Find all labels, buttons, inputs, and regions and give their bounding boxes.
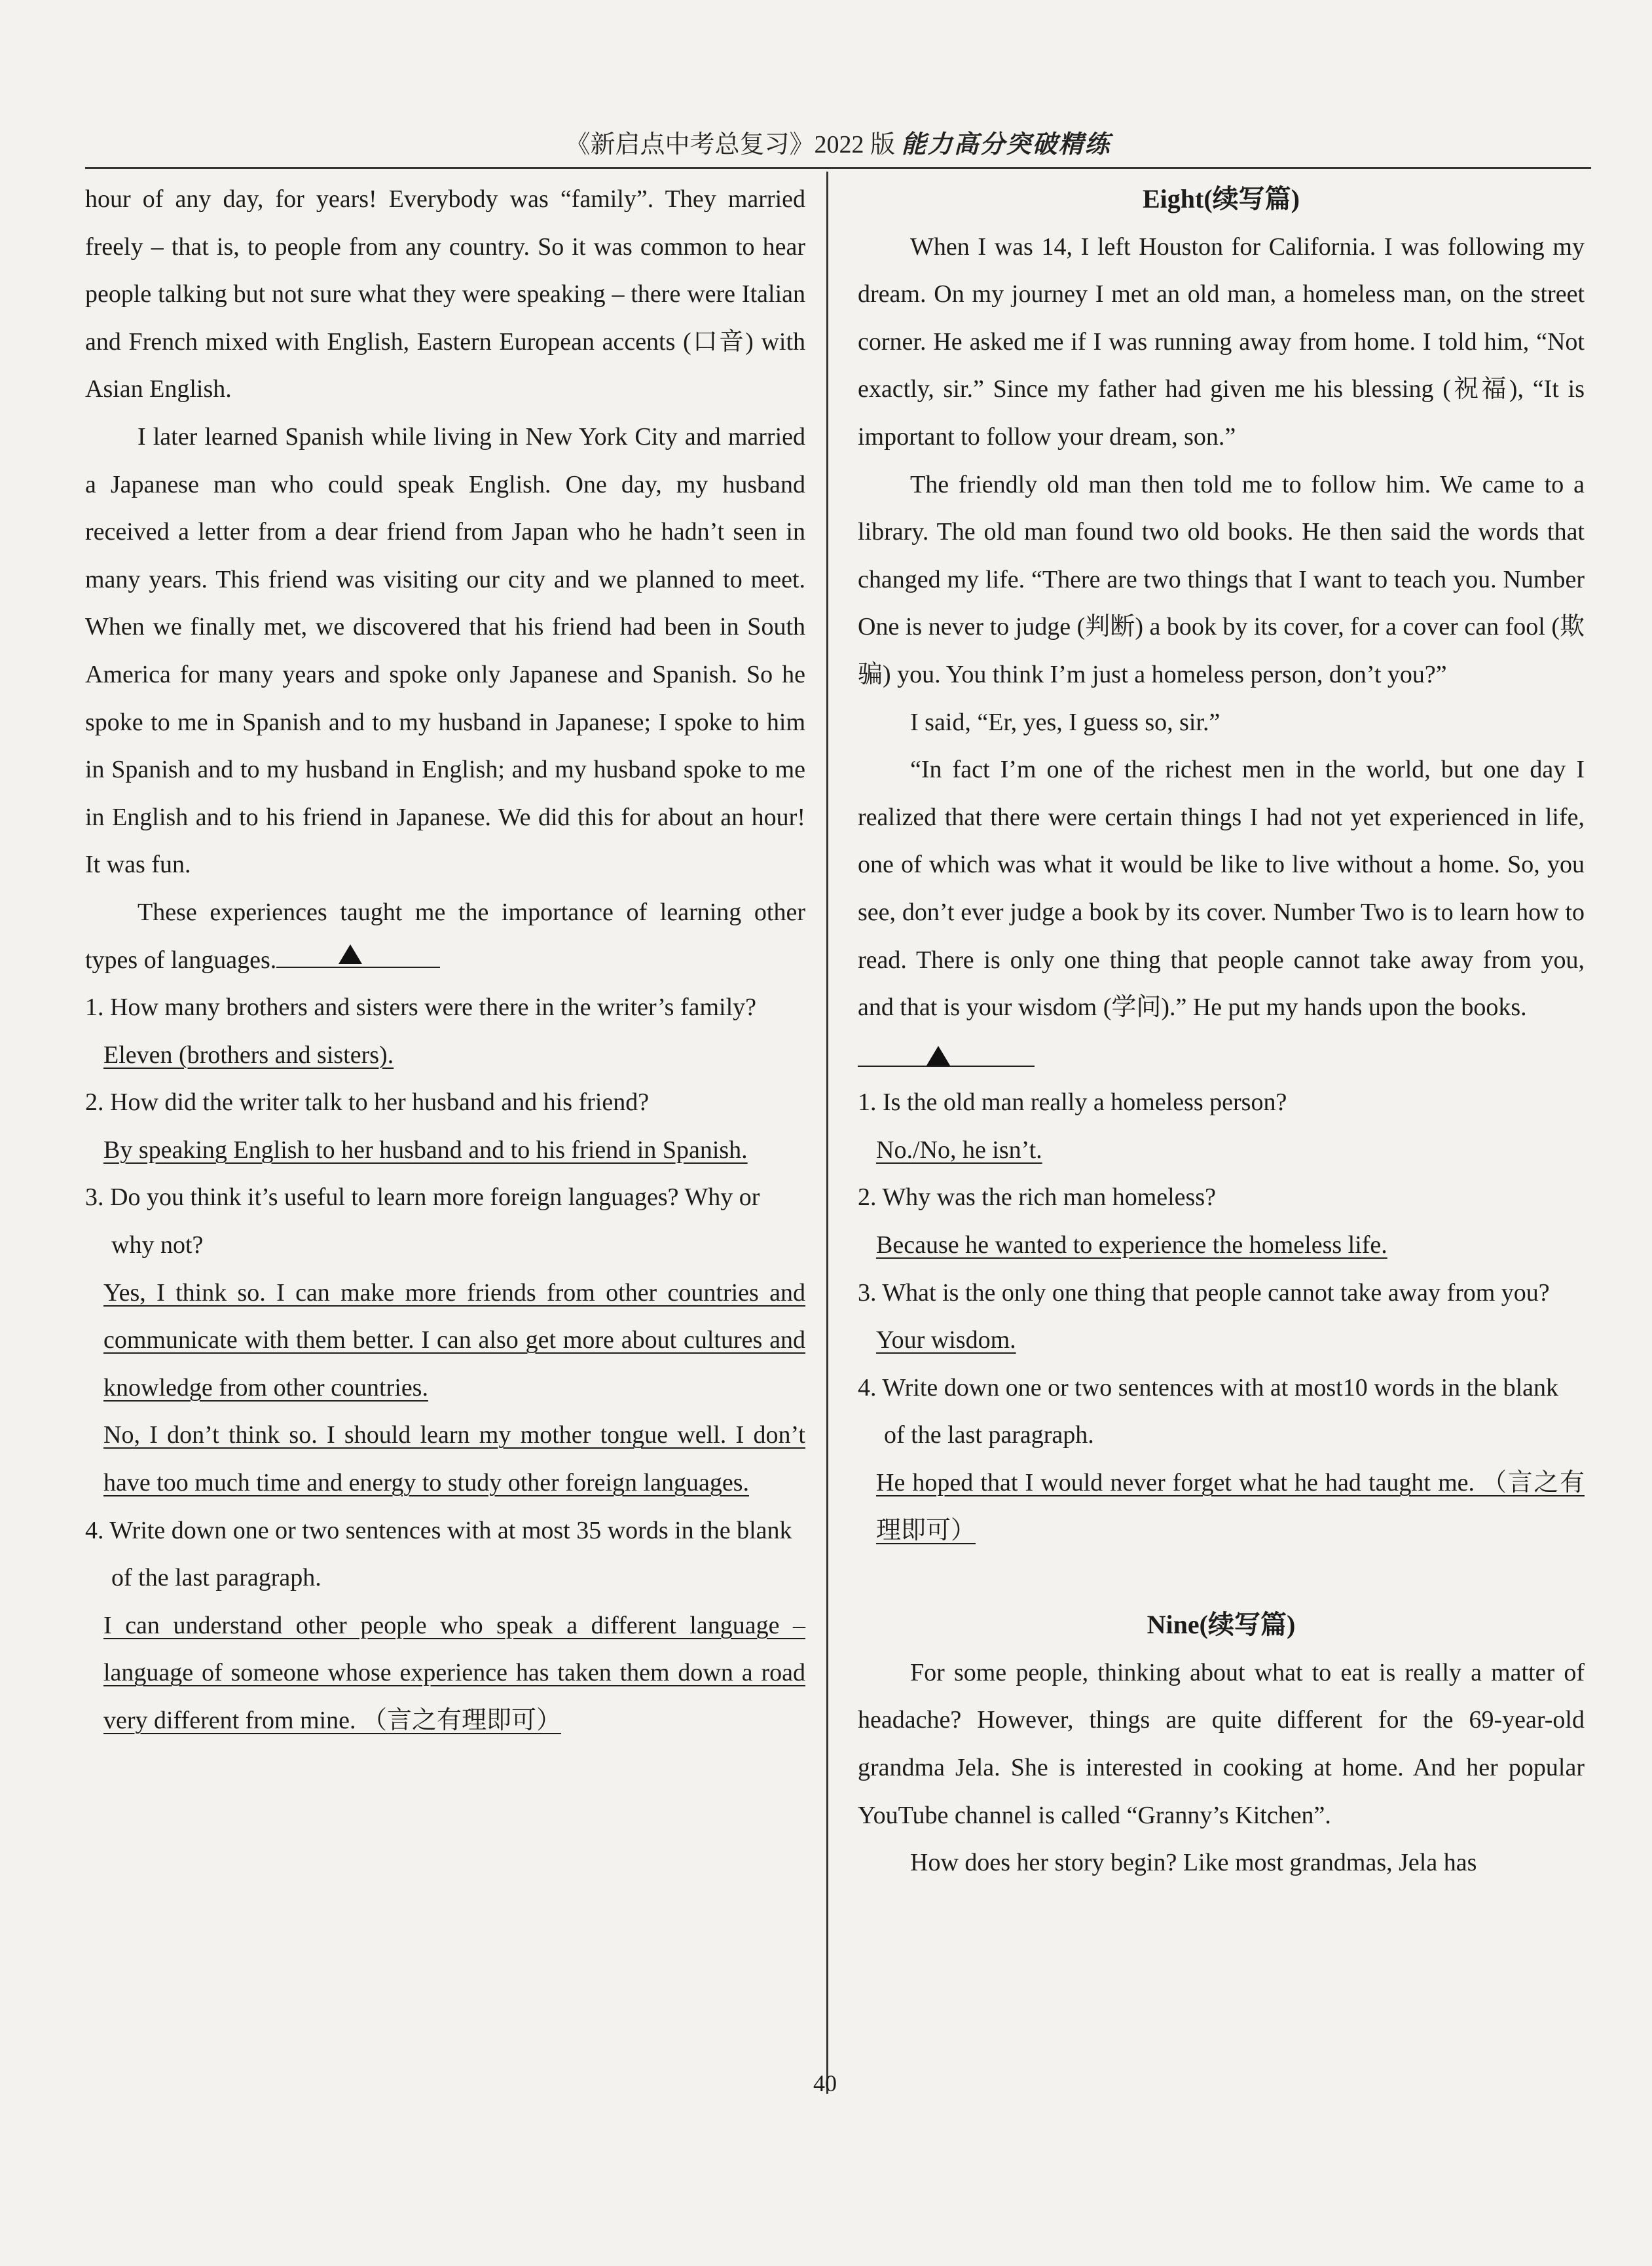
question-3: 3. Do you think it’s useful to learn more foreign languages? Why or why not?	[85, 1183, 760, 1259]
book-title: 《新启点中考总复习》2022 版	[565, 131, 895, 158]
book-subtitle: 能力高分突破精练	[901, 131, 1111, 158]
triangle-marker-icon	[339, 944, 362, 964]
answer-3: Your wisdom.	[876, 1326, 1016, 1354]
question-4: 4. Write down one or two sentences with at most 35 words in the blank of the last paragraph.	[85, 1516, 792, 1592]
answer-1: No./No, he isn’t.	[876, 1136, 1042, 1164]
passage-text: These experiences taught me the importance of learning other types of languages.	[85, 898, 805, 974]
question-3: 3. What is the only one thing that people cannot take away from you?	[858, 1278, 1550, 1307]
question-2: 2. How did the writer talk to her husband and his friend?	[85, 1088, 650, 1117]
answer-4: I can understand other people who speak a different language – language of someone whose experience has taken them down a road very different from mine. （言之有理即可）	[103, 1611, 805, 1734]
passage-paragraph: I said, “Er, yes, I guess so, sir.”	[910, 708, 1221, 736]
question-2: 2. Why was the rich man homeless?	[858, 1183, 1216, 1212]
answer-2: By speaking English to her husband and to his friend in Spanish.	[103, 1136, 748, 1164]
answer-1: Eleven (brothers and sisters).	[103, 1041, 394, 1069]
passage-paragraph: How does her story begin? Like most grandmas, Jela has	[910, 1849, 1477, 1877]
question-1: 1. How many brothers and sisters were there in the writer’s family?	[85, 994, 756, 1022]
answer-blank	[858, 1031, 1585, 1079]
question-1: 1. Is the old man really a homeless person?	[858, 1088, 1287, 1117]
right-column	[858, 176, 1585, 1887]
section-gap	[858, 1554, 1585, 1601]
answer-blank	[276, 940, 440, 968]
passage-paragraph: I later learned Spanish while living in New York City and married a Japanese man who could speak English. One day, my husband received a letter from a dear friend from Japan who he hadn’t seen in many years. This friend was visiting our city and we planned to meet. When we finally met, we discovered that his friend had been in South America for many years and spoke only Japanese and Spanish. So he spoke to me in Spanish and to my husband in Japanese; I spoke to him in Spanish and to my husband in English; and my husband spoke to me in English and to his friend in Japanese. We did this for about an hour! It was fun.	[85, 422, 805, 879]
section-title-nine: Nine(续写篇)	[1147, 1610, 1296, 1640]
section-title-eight: Eight(续写篇)	[1143, 184, 1300, 214]
answer-4: He hoped that I would never forget what he had taught me. （言之有理即可）	[876, 1469, 1585, 1544]
triangle-marker-icon	[927, 1046, 950, 1066]
page-header	[85, 124, 1591, 165]
passage-paragraph: The friendly old man then told me to follow him. We came to a library. The old man found two old books. He then said the words that changed my life. “There are two things that I want to teach you. Number One is never to judge (判断) a book by its cover, for a cover can fool (欺骗) you. You think I’m just a homeless person, don’t you?”	[858, 470, 1585, 688]
left-column	[85, 176, 805, 1745]
answer-2: Because he wanted to experience the homeless life.	[876, 1231, 1387, 1259]
answer-3-yes: Yes, I think so. I can make more friends from other countries and communicate with them better. I can also get more about cultures and knowledge from other countries.	[103, 1278, 805, 1402]
answer-3-no: No, I don’t think so. I should learn my mother tongue well. I don’t have too much time and energy to study other foreign languages.	[103, 1421, 805, 1497]
passage-paragraph: For some people, thinking about what to eat is really a matter of headache? However, things are quite different for the 69-year-old grandma Jela. She is interested in cooking at home. And her popular YouTube channel is called “Granny’s Kitchen”.	[858, 1658, 1585, 1829]
page-number: 40	[813, 2070, 837, 2096]
column-divider	[826, 172, 828, 2094]
passage-paragraph-with-blank	[85, 889, 805, 984]
passage-paragraph: When I was 14, I left Houston for California. I was following my dream. On my journey I met an old man, a homeless man, on the street corner. He asked me if I was running away from home. I told him, “Not exactly, sir.” Since my father had given me his blessing (祝福), “It is important to follow your dream, son.”	[858, 232, 1585, 451]
passage-paragraph: hour of any day, for years! Everybody was “family”. They married freely – that is, to people from any country. So it was common to hear people talking but not sure what they were speaking – there were Italian and French mixed with English, Eastern European accents (口音) with Asian English.	[85, 185, 805, 403]
header-rule	[85, 167, 1591, 169]
blank-underline	[858, 1066, 1035, 1067]
passage-paragraph: “In fact I’m one of the richest men in the world, but one day I realized that there were certain things I had not yet experienced in life, one of which was what it would be like to live without a home. So, you see, don’t ever judge a book by its cover. Number Two is to learn how to read. There is only one thing that people cannot take away from you, and that is your wisdom (学问).” He put my hands upon the books.	[858, 756, 1585, 1022]
question-4: 4. Write down one or two sentences with at most10 words in the blank of the last paragraph.	[858, 1373, 1559, 1449]
